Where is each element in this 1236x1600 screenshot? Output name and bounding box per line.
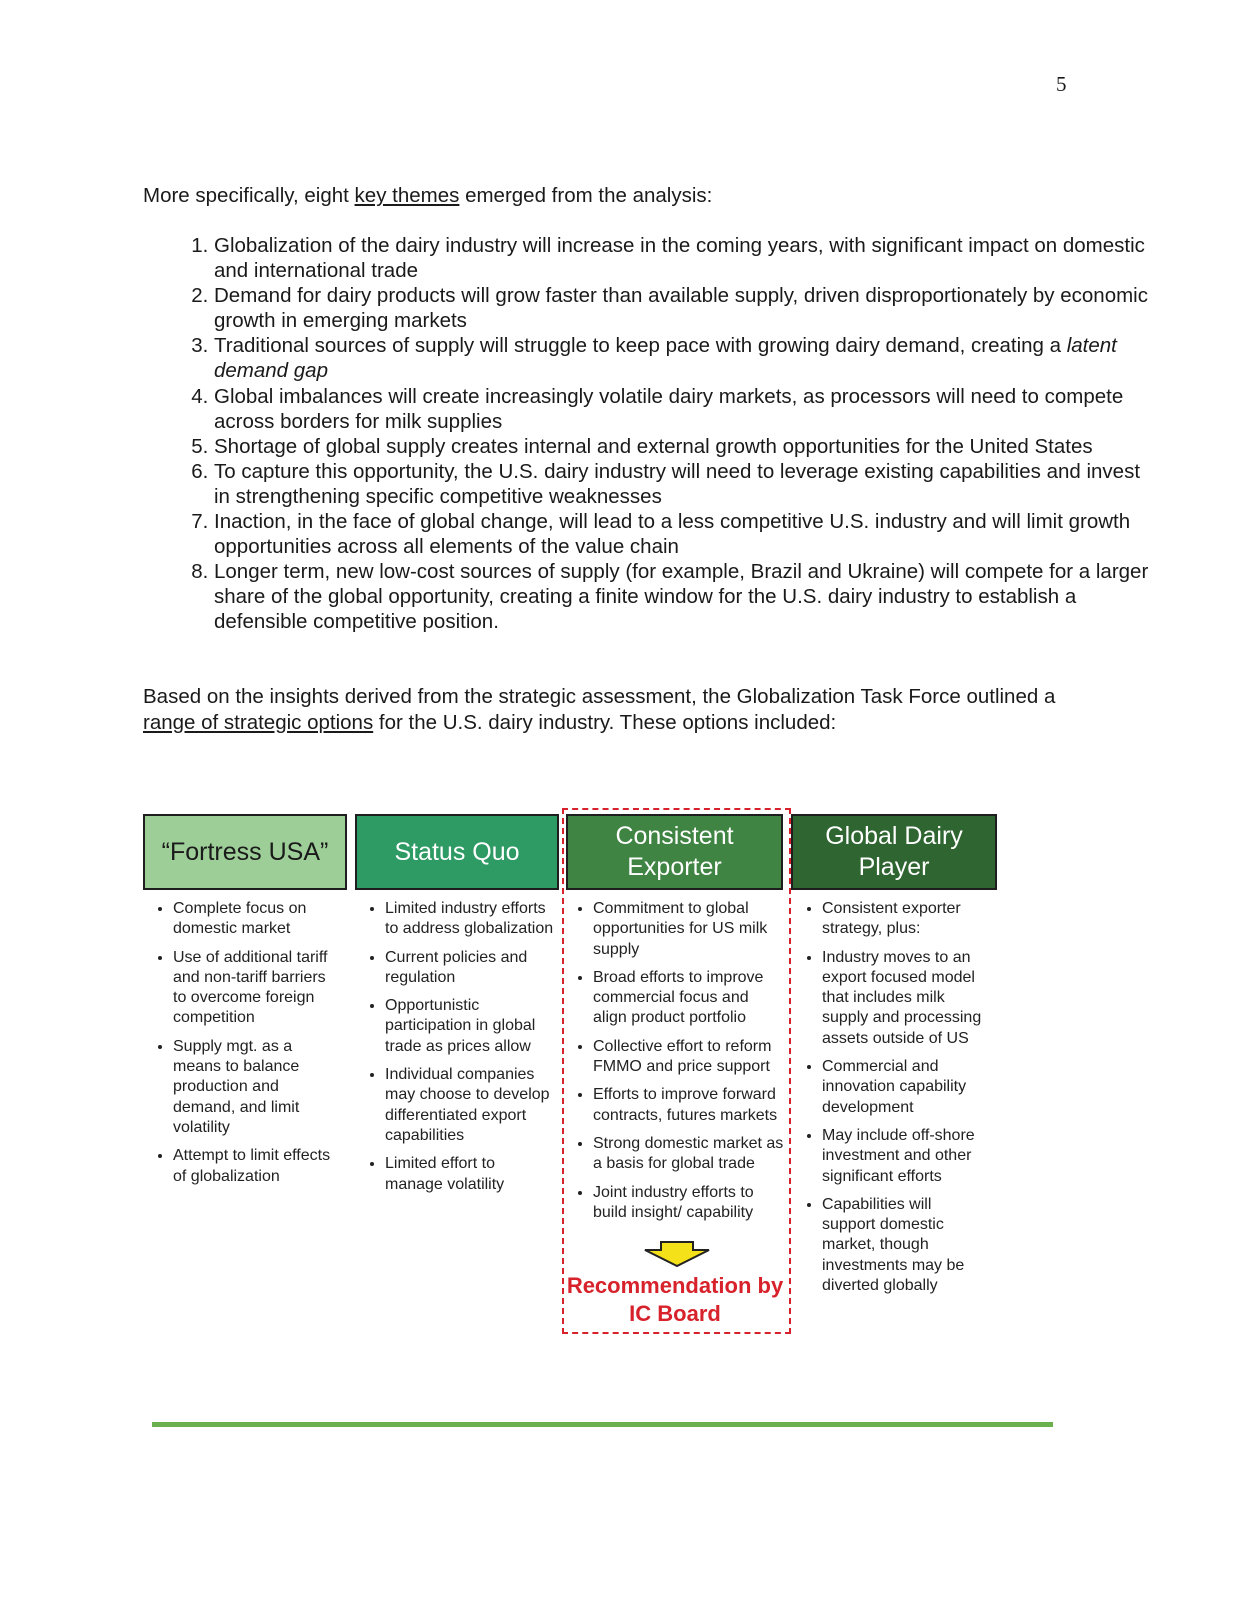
option-bullet: • Strong domestic market as a basis for global trade bbox=[593, 1134, 786, 1175]
option-bullet: • Industry moves to an export focused model that includes milk supply and processing assets outside of US bbox=[822, 948, 987, 1049]
option-title: Status Quo bbox=[394, 837, 520, 866]
option-bullet: • Individual companies may choose to develop differentiated export capabilities bbox=[385, 1065, 556, 1146]
theme-text: To capture this opportunity, the U.S. dairy industry will need to leverage existing capabilities and invest in strengthening specific competitive weaknesses bbox=[214, 459, 1141, 508]
theme-emphasis: latent demand gap bbox=[214, 334, 1117, 383]
option-bullet: • Efforts to improve forward contracts, futures markets bbox=[593, 1085, 786, 1126]
option-bullet: • Collective effort to reform FMMO and price support bbox=[593, 1037, 786, 1078]
option-bullet: • Attempt to limit effects of globalization bbox=[173, 1146, 338, 1187]
theme-text: Inaction, in the face of global change, will lead to a less competitive U.S. industry and will limit growth opportunities across all elements of the value chain bbox=[214, 510, 1131, 559]
options-intro-text-end: for the U.S. dairy industry. These options included: bbox=[373, 710, 837, 734]
theme-item bbox=[214, 559, 1149, 634]
option-bullet: • Commitment to global opportunities for US milk supply bbox=[593, 899, 786, 960]
theme-text: Global imbalances will create increasingly volatile dairy markets, as processors will need to compete across borders for milk supplies bbox=[214, 384, 1124, 433]
theme-text: Shortage of global supply creates internal and external growth opportunities for the United States bbox=[214, 434, 1093, 458]
option-details bbox=[568, 899, 786, 1231]
option-bullet: • Limited industry efforts to address globalization bbox=[385, 899, 556, 940]
option-bullet: • Use of additional tariff and non-tariff barriers to overcome foreign competition bbox=[173, 948, 338, 1029]
intro-text-end: emerged from the analysis: bbox=[459, 184, 713, 207]
theme-text: Traditional sources of supply will struggle to keep pace with growing dairy demand, creating a bbox=[214, 334, 1067, 358]
key-themes-link: key themes bbox=[354, 184, 460, 207]
theme-text: Demand for dairy products will grow faster than available supply, driven disproportionately by economic growth in emerging markets bbox=[214, 284, 1148, 333]
page-number: 5 bbox=[1056, 72, 1067, 96]
option-bullet: • Current policies and regulation bbox=[385, 948, 556, 989]
option-header bbox=[791, 814, 997, 890]
theme-item bbox=[214, 459, 1149, 509]
theme-item bbox=[214, 509, 1149, 559]
intro-text: More specifically, eight bbox=[143, 184, 355, 207]
down-arrow-icon bbox=[641, 1240, 713, 1268]
option-bullet: • May include off-shore investment and other significant efforts bbox=[822, 1126, 987, 1187]
option-header bbox=[566, 814, 783, 890]
strategic-options-link: range of strategic options bbox=[143, 710, 374, 734]
option-title: Global Dairy Player bbox=[825, 822, 963, 881]
option-bullet: • Joint industry efforts to build insight/ capability bbox=[593, 1183, 786, 1224]
footer-divider bbox=[152, 1422, 1053, 1427]
option-header bbox=[143, 814, 347, 890]
theme-text: Longer term, new low-cost sources of supply (for example, Brazil and Ukraine) will compete for a larger share of the global opportunity, creating a finite window for the U.S. dairy industry to establish a defensible competitive position. bbox=[214, 560, 1149, 634]
options-intro-paragraph bbox=[143, 684, 1083, 735]
option-title: Consistent Exporter bbox=[615, 822, 734, 881]
option-bullet: • Complete focus on domestic market bbox=[173, 899, 338, 940]
option-bullet: • Consistent exporter strategy, plus: bbox=[822, 899, 987, 940]
option-bullet: • Broad efforts to improve commercial focus and align product portfolio bbox=[593, 968, 786, 1029]
theme-item bbox=[214, 384, 1149, 434]
option-bullet: • Limited effort to manage volatility bbox=[385, 1154, 556, 1195]
recommendation-label: Recommendation by IC Board bbox=[566, 1273, 784, 1326]
option-bullet: • Capabilities will support domestic market, though investments may be diverted globally bbox=[822, 1195, 987, 1296]
theme-item bbox=[214, 434, 1149, 459]
theme-text: Globalization of the dairy industry will increase in the coming years, with significant impact on domestic and international trade bbox=[214, 234, 1145, 283]
theme-item bbox=[214, 333, 1149, 383]
options-intro-text: Based on the insights derived from the strategic assessment, the Globalization Task Force outlined a bbox=[143, 685, 1056, 708]
themes-list bbox=[143, 233, 1149, 635]
theme-item bbox=[214, 233, 1149, 283]
option-header bbox=[355, 814, 559, 890]
option-details bbox=[797, 899, 987, 1304]
option-bullet: • Supply mgt. as a means to balance production and demand, and limit volatility bbox=[173, 1037, 338, 1138]
option-bullet: • Opportunistic participation in global trade as prices allow bbox=[385, 996, 556, 1057]
intro-paragraph bbox=[143, 183, 1083, 209]
theme-item bbox=[214, 283, 1149, 333]
option-details bbox=[360, 899, 556, 1203]
option-details bbox=[148, 899, 338, 1195]
option-bullet: • Commercial and innovation capability development bbox=[822, 1057, 987, 1118]
option-title: “Fortress USA” bbox=[161, 837, 329, 866]
